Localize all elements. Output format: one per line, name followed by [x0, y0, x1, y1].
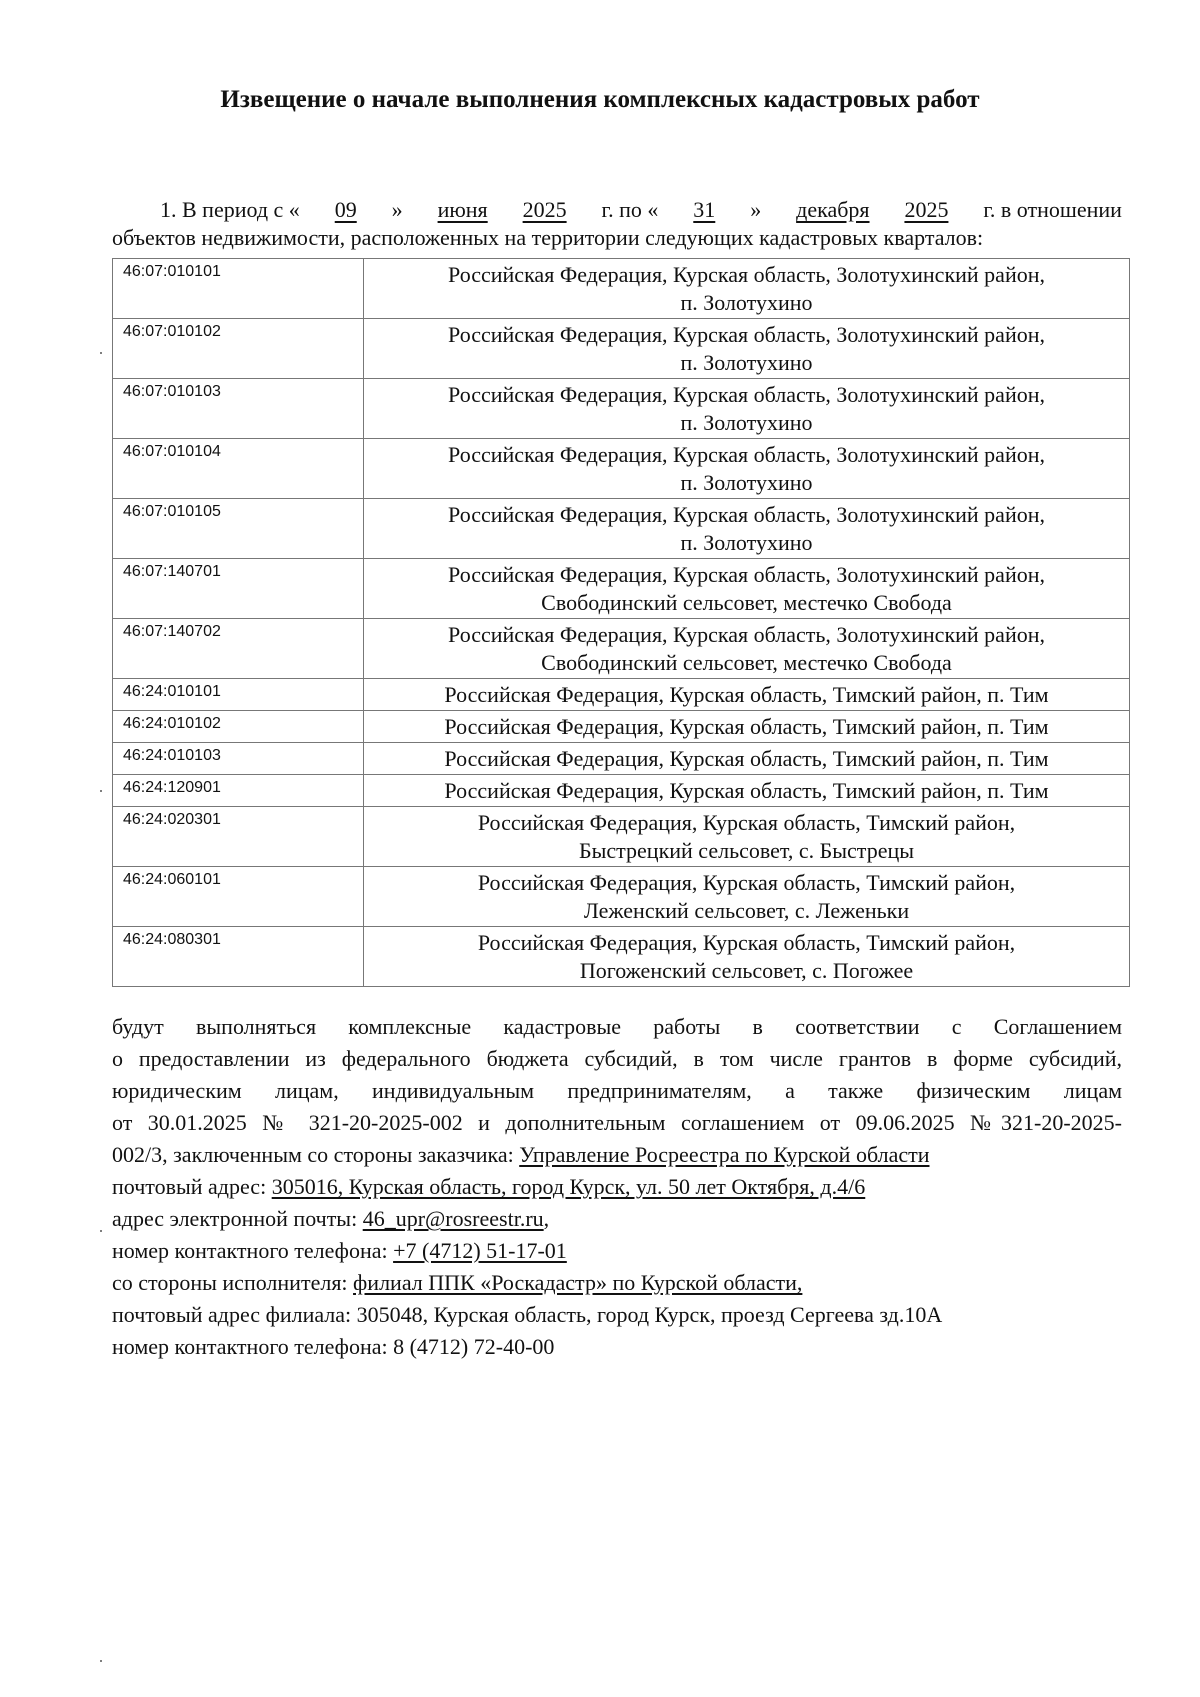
location-cell — [364, 711, 1130, 743]
location-line: Свободинский сельсовет, местечко Свобода — [541, 650, 952, 675]
table-row — [113, 711, 1130, 743]
location-line: Российская Федерация, Курская область, Золотухинский район, — [448, 442, 1045, 467]
location-cell — [364, 867, 1130, 927]
location-cell — [364, 499, 1130, 559]
to-text: г. по « — [601, 197, 659, 222]
location-line: Российская Федерация, Курская область, Тимский район, п. Тим — [444, 746, 1049, 771]
location-line: Российская Федерация, Курская область, Золотухинский район, — [448, 622, 1045, 647]
location-line: п. Золотухино — [680, 290, 813, 315]
cadastral-code: 46:07:010103 — [113, 379, 364, 439]
start-day: 09 — [334, 197, 357, 222]
end-year: 2025 — [904, 197, 949, 222]
body-text — [112, 1011, 1122, 1363]
location-line: Российская Федерация, Курская область, Золотухинский район, — [448, 322, 1045, 347]
scan-speck — [100, 1660, 102, 1662]
period-line — [112, 196, 1122, 224]
phone-line — [112, 1235, 1122, 1267]
period-suffix: г. в отношении — [983, 197, 1122, 222]
location-cell — [364, 319, 1130, 379]
contractor-value: филиал ППК «Роскадастр» по Курской области, — [353, 1270, 803, 1295]
table-row — [113, 619, 1130, 679]
location-line: п. Золотухино — [680, 530, 813, 555]
cadastral-code: 46:24:010102 — [113, 711, 364, 743]
table-row — [113, 743, 1130, 775]
cadastral-code: 46:24:080301 — [113, 927, 364, 987]
end-month: декабря — [796, 197, 870, 222]
cadastral-code: 46:24:060101 — [113, 867, 364, 927]
location-cell — [364, 619, 1130, 679]
postal-label: почтовый адрес: — [112, 1174, 272, 1199]
table-row — [113, 927, 1130, 987]
table-row — [113, 679, 1130, 711]
location-cell — [364, 559, 1130, 619]
customer-name: Управление Росреестра по Курской области — [519, 1142, 930, 1167]
location-line: п. Золотухино — [680, 470, 813, 495]
table-row — [113, 867, 1130, 927]
body-line: от 30.01.2025 № 321-20-2025-002 и дополнительным соглашением от 09.06.2025 №321-20-2025- — [112, 1110, 1122, 1135]
location-cell — [364, 927, 1130, 987]
cadastral-code: 46:24:010103 — [113, 743, 364, 775]
start-month: июня — [437, 197, 488, 222]
location-line: Российская Федерация, Курская область, Золотухинский район, — [448, 382, 1045, 407]
location-cell — [364, 379, 1130, 439]
scan-speck — [100, 790, 102, 792]
cadastral-code: 46:07:010101 — [113, 259, 364, 319]
location-line: Погоженский сельсовет, с. Погожее — [579, 958, 914, 983]
location-cell — [364, 259, 1130, 319]
location-line: Российская Федерация, Курская область, Тимский район, — [477, 930, 1016, 955]
period-paragraph — [112, 196, 1122, 252]
cadastral-code: 46:24:010101 — [113, 679, 364, 711]
location-line: Свободинский сельсовет, местечко Свобода — [541, 590, 952, 615]
location-line: Российская Федерация, Курская область, Тимский район, — [477, 870, 1016, 895]
table-row — [113, 379, 1130, 439]
start-year: 2025 — [522, 197, 567, 222]
location-line: Российская Федерация, Курская область, Золотухинский район, — [448, 562, 1045, 587]
location-line: п. Золотухино — [680, 350, 813, 375]
phone-label: номер контактного телефона: — [112, 1238, 394, 1263]
location-line: Российская Федерация, Курская область, Тимский район, п. Тим — [444, 714, 1049, 739]
body-line: юридическим лицам, индивидуальным предпринимателям, а также физическим лицам — [112, 1078, 1122, 1103]
cadastral-quarters-table — [112, 258, 1130, 987]
cadastral-code: 46:24:120901 — [113, 775, 364, 807]
location-line: Леженский сельсовет, с. Леженьки — [583, 898, 910, 923]
email-link[interactable]: 46_upr@rosreestr.ru — [362, 1206, 544, 1231]
customer-line — [112, 1139, 1122, 1171]
contractor-label: со стороны исполнителя: — [112, 1270, 354, 1295]
location-cell — [364, 679, 1130, 711]
postal-address-line — [112, 1171, 1122, 1203]
phone-value: +7 (4712) 51-17-01 — [393, 1238, 567, 1263]
page-title: Извещение о начале выполнения комплексных кадастровых работ — [220, 86, 980, 113]
period-line-2: объектов недвижимости, расположенных на территории следующих кадастровых кварталов: — [112, 225, 984, 250]
email-label: адрес электронной почты: — [112, 1206, 363, 1231]
location-line: Российская Федерация, Курская область, Тимский район, п. Тим — [444, 778, 1049, 803]
location-line: Российская Федерация, Курская область, Золотухинский район, — [448, 262, 1045, 287]
location-cell — [364, 743, 1130, 775]
branch-postal-line: почтовый адрес филиала: 305048, Курская область, город Курск, проезд Сергеева зд.10А — [112, 1302, 943, 1327]
cadastral-code: 46:07:010102 — [113, 319, 364, 379]
customer-prefix: 002/3, заключенным со стороны заказчика: — [112, 1142, 520, 1167]
body-line: будут выполняться комплексные кадастровые работы в соответствии с Соглашением — [112, 1014, 1122, 1039]
scan-speck — [100, 352, 102, 354]
cadastral-code: 46:07:010104 — [113, 439, 364, 499]
location-line: Российская Федерация, Курская область, Тимский район, п. Тим — [444, 682, 1049, 707]
branch-phone-line: номер контактного телефона: 8 (4712) 72-40-00 — [112, 1334, 555, 1359]
quote-close-2: » — [750, 197, 762, 222]
scan-speck — [100, 1230, 102, 1232]
cadastral-code: 46:07:140702 — [113, 619, 364, 679]
location-line: п. Золотухино — [680, 410, 813, 435]
table-row — [113, 775, 1130, 807]
cadastral-code: 46:24:020301 — [113, 807, 364, 867]
cadastral-code: 46:07:140701 — [113, 559, 364, 619]
location-line: Быстрецкий сельсовет, с. Быстрецы — [578, 838, 915, 863]
location-cell — [364, 439, 1130, 499]
table-row — [113, 259, 1130, 319]
quote-close-1: » — [391, 197, 403, 222]
period-prefix: 1. В период с « — [160, 197, 300, 222]
email-after: , — [543, 1206, 550, 1231]
cadastral-code: 46:07:010105 — [113, 499, 364, 559]
table-row — [113, 807, 1130, 867]
end-day: 31 — [693, 197, 716, 222]
body-line: о предоставлении из федерального бюджета субсидий, в том числе грантов в форме субсидий, — [112, 1046, 1122, 1071]
location-cell — [364, 775, 1130, 807]
table-row — [113, 319, 1130, 379]
location-line: Российская Федерация, Курская область, Золотухинский район, — [448, 502, 1045, 527]
table-row — [113, 499, 1130, 559]
email-line — [112, 1203, 1122, 1235]
location-cell — [364, 807, 1130, 867]
location-line: Российская Федерация, Курская область, Тимский район, — [477, 810, 1016, 835]
table-row — [113, 439, 1130, 499]
contractor-line — [112, 1267, 1122, 1299]
postal-value: 305016, Курская область, город Курск, ул. 50 лет Октября, д.4/6 — [271, 1174, 866, 1199]
table-row — [113, 559, 1130, 619]
